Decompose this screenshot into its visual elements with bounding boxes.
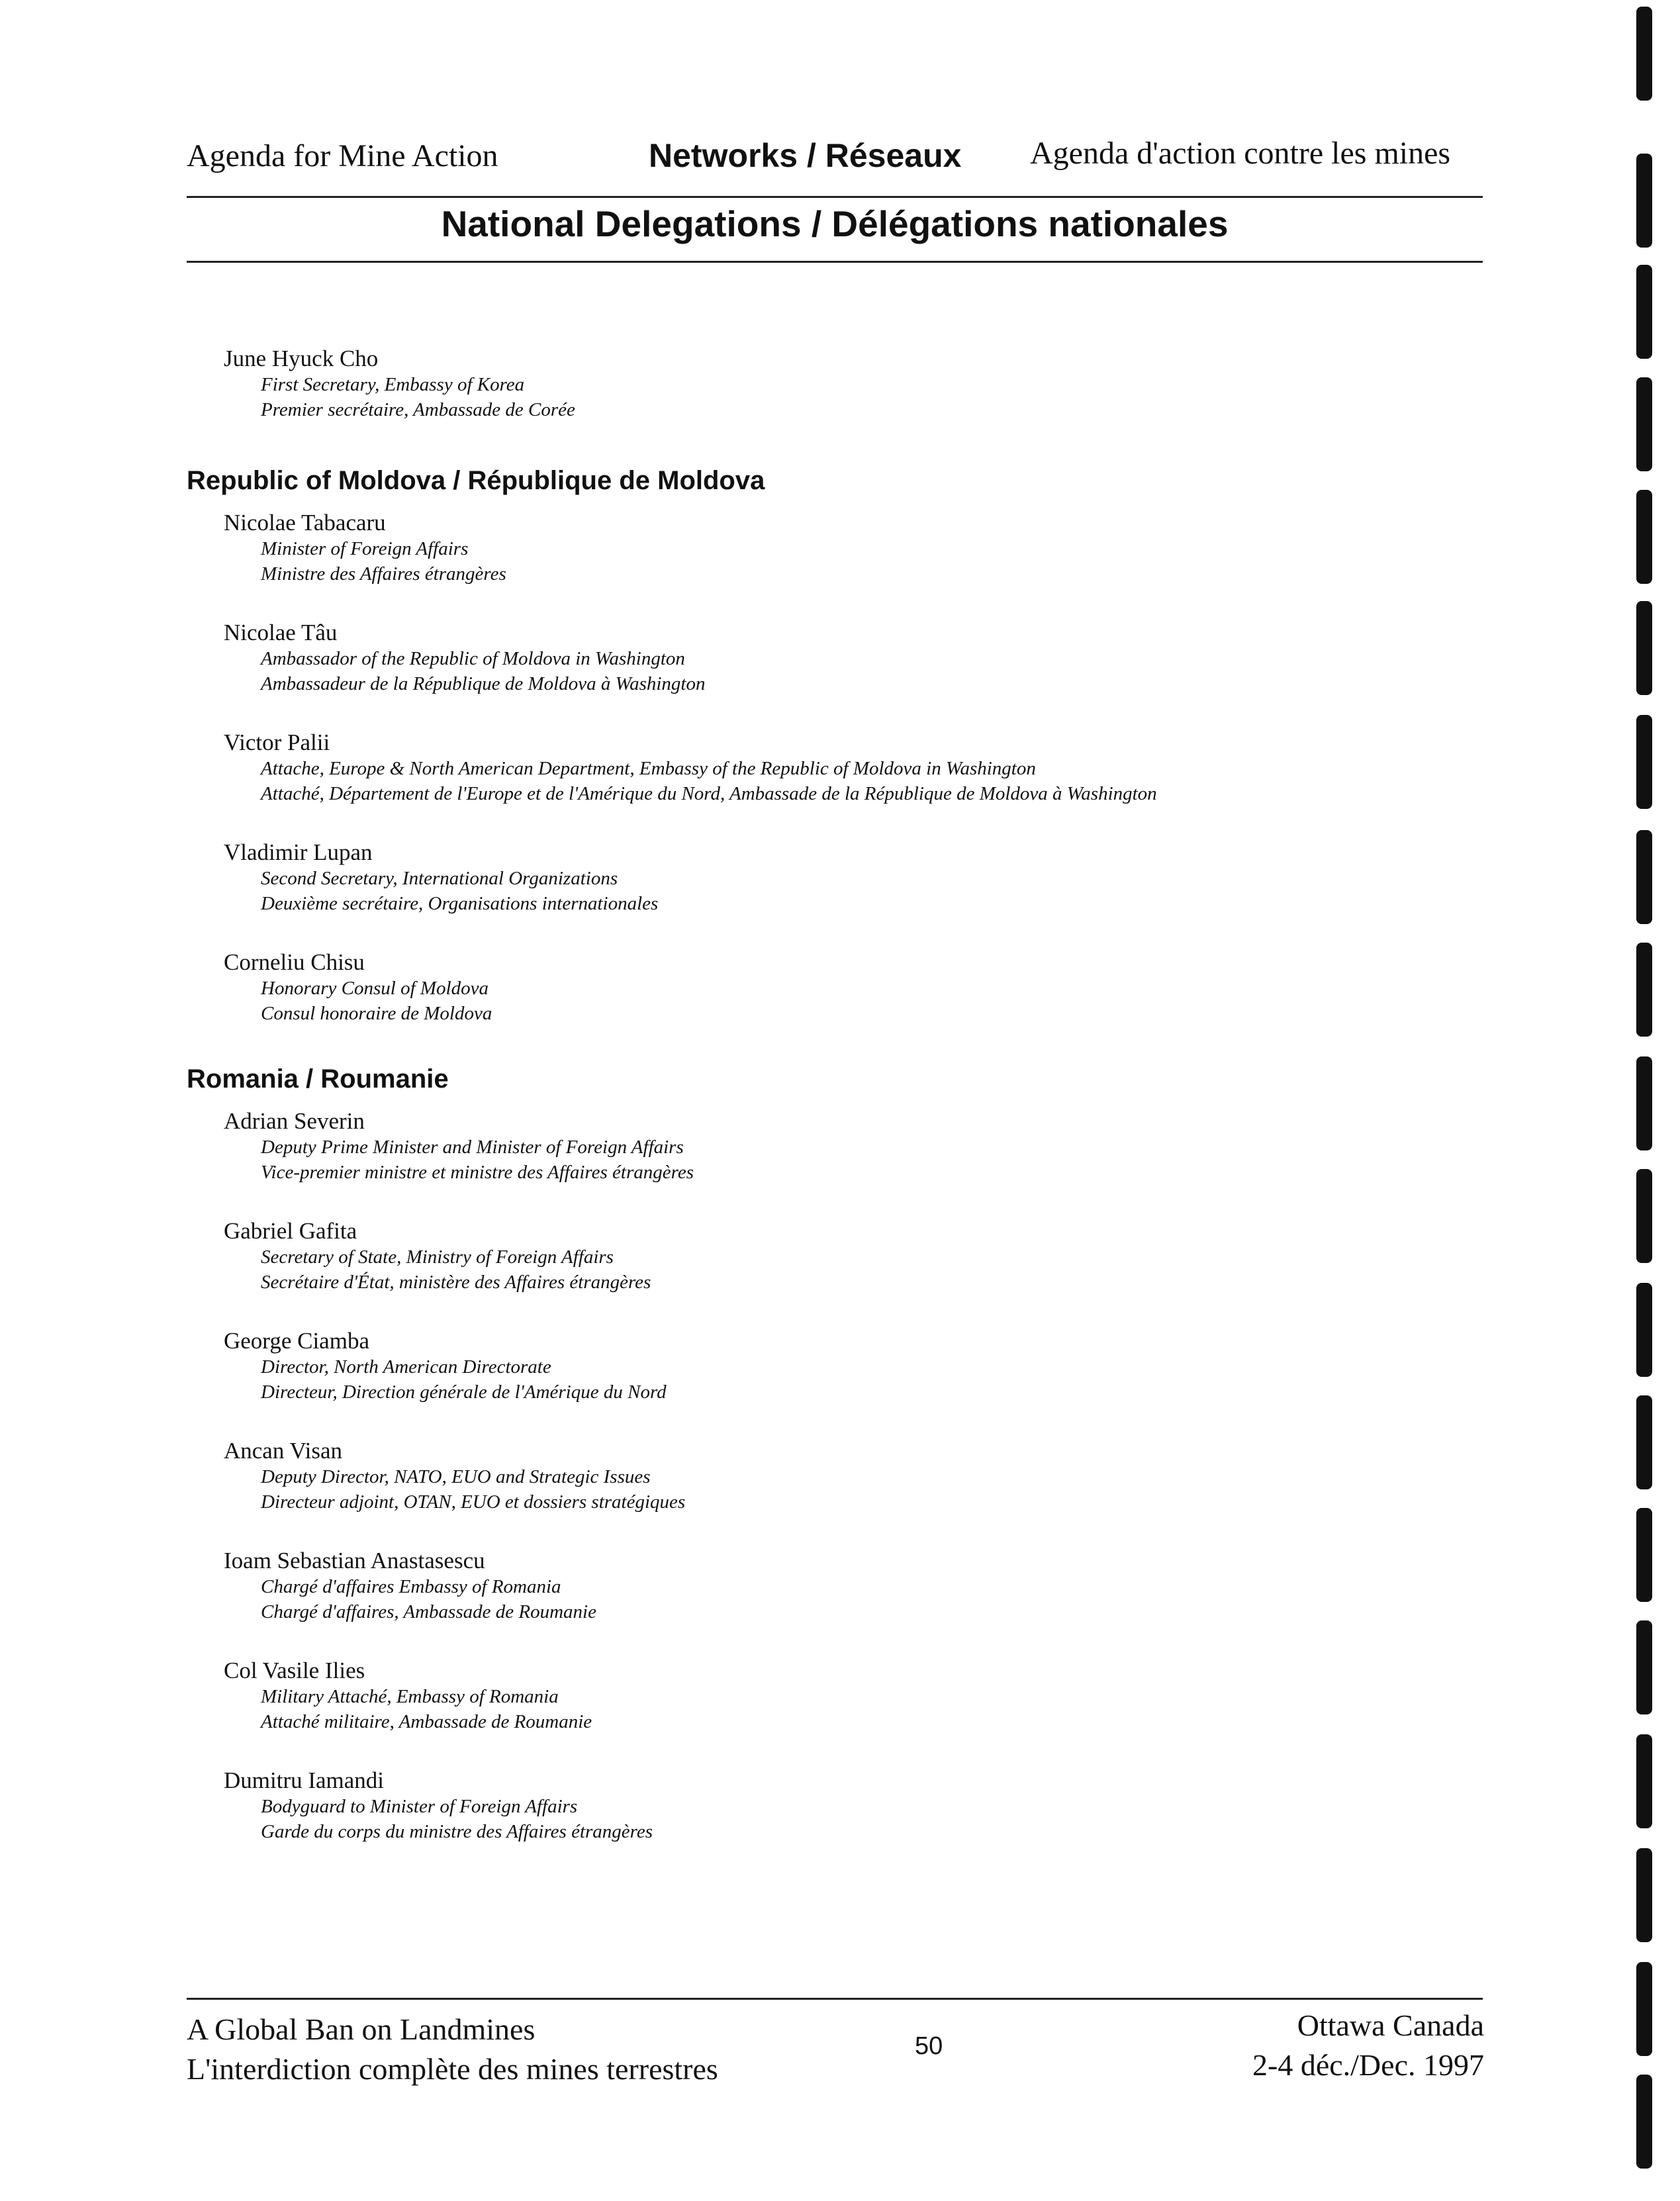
delegate-entry (224, 1438, 1471, 1515)
delegate-name: Ioam Sebastian Anastasescu (224, 1548, 485, 1573)
delegate-role-fr: Directeur, Direction générale de l'Amérique du Nord (261, 1381, 667, 1403)
delegate-role-en: Secretary of State, Ministry of Foreign Affairs (261, 1246, 614, 1268)
binding-hole (1636, 265, 1652, 359)
footer-right (1252, 2006, 1484, 2085)
footer-right-line1: Ottawa Canada (1297, 2008, 1484, 2042)
binding-hole (1636, 943, 1652, 1037)
section-romania (187, 1063, 1471, 1844)
delegate-role-en: Ambassador of the Republic of Moldova in Washington (261, 648, 685, 669)
binding-hole (1636, 1962, 1652, 2056)
delegate-name: Corneliu Chisu (224, 949, 365, 975)
delegate-entry (224, 346, 1471, 422)
footer-left (187, 2010, 718, 2089)
delegate-entry (224, 729, 1471, 806)
delegate-role-fr: Attaché militaire, Ambassade de Roumanie (261, 1711, 592, 1732)
delegate-entry (224, 839, 1471, 916)
delegate-name: Nicolae Tabacaru (224, 510, 386, 536)
delegate-role-en: Deputy Director, NATO, EUO and Strategic Issues (261, 1466, 651, 1487)
delegate-entry (224, 1218, 1471, 1295)
delegate-role-en: Second Secretary, International Organizations (261, 868, 618, 889)
delegate-name: George Ciamba (224, 1328, 369, 1354)
footer-right-line2: 2-4 déc./Dec. 1997 (1252, 2048, 1484, 2082)
binding-hole (1636, 377, 1652, 471)
binding-hole (1636, 1848, 1652, 1942)
delegate-role-en: Attache, Europe & North American Department, Embassy of the Republic of Moldova in Washington (261, 758, 1036, 779)
delegate-entry (224, 1108, 1471, 1185)
running-header-center: Networks / Réseaux (649, 137, 962, 174)
delegate-entry (224, 510, 1471, 586)
delegate-role-fr: Ministre des Affaires étrangères (261, 563, 506, 585)
page-title: National Delegations / Délégations nationales (441, 203, 1229, 244)
binding-hole (1636, 1169, 1652, 1263)
section-heading: Romania / Roumanie (187, 1064, 449, 1094)
delegate-role-en: Honorary Consul of Moldova (261, 978, 489, 999)
delegate-role-fr: Chargé d'affaires, Ambassade de Roumanie (261, 1601, 596, 1622)
running-header-right: Agenda d'action contre les mines (1030, 136, 1451, 171)
delegate-role-fr: Directeur adjoint, OTAN, EUO et dossiers stratégiques (261, 1491, 686, 1513)
footer-left-line2: L'interdiction complète des mines terrestres (187, 2052, 718, 2086)
delegate-role-fr: Consul honoraire de Moldova (261, 1003, 492, 1024)
delegate-role-fr: Garde du corps du ministre des Affaires étrangères (261, 1821, 653, 1842)
delegate-role-en: Bodyguard to Minister of Foreign Affairs (261, 1796, 578, 1817)
delegate-name: Dumitru Iamandi (224, 1767, 385, 1793)
binding-hole (1636, 1620, 1652, 1714)
delegate-role-fr: Vice-premier ministre et ministre des Affaires étrangères (261, 1162, 694, 1183)
delegate-name: Adrian Severin (224, 1108, 365, 1134)
delegate-name: Ancan Visan (224, 1438, 343, 1464)
delegate-role-fr: Deuxième secrétaire, Organisations internationales (261, 893, 659, 914)
delegate-role-fr: Attaché, Département de l'Europe et de l'Amérique du Nord, Ambassade de la République de Moldova à Washington (261, 783, 1157, 804)
binding-hole (1636, 7, 1652, 101)
header-rule-bottom (187, 261, 1483, 263)
binding-hole (1636, 154, 1652, 248)
delegate-role-en: Military Attaché, Embassy of Romania (261, 1686, 559, 1707)
delegate-entry (224, 1767, 1471, 1844)
delegate-name: Gabriel Gafita (224, 1218, 357, 1244)
binding-hole (1636, 490, 1652, 584)
delegate-entry (224, 620, 1471, 696)
delegate-entry (224, 1658, 1471, 1734)
delegate-entry (224, 1328, 1471, 1405)
delegate-role-fr: Ambassadeur de la République de Moldova à Washington (261, 673, 706, 694)
header-rule-top (187, 196, 1483, 198)
delegate-role-en: Chargé d'affaires Embassy of Romania (261, 1576, 561, 1597)
binding-strip (1622, 0, 1680, 2201)
footer-left-line1: A Global Ban on Landmines (187, 2012, 536, 2046)
running-header-left: Agenda for Mine Action (187, 138, 498, 173)
binding-hole (1636, 2075, 1652, 2169)
footer-rule (187, 1998, 1483, 2000)
binding-hole (1636, 1395, 1652, 1489)
delegate-role-en: Minister of Foreign Affairs (261, 538, 469, 559)
delegate-name: June Hyuck Cho (224, 346, 379, 371)
delegate-role-fr: Secrétaire d'État, ministère des Affaires étrangères (261, 1272, 651, 1293)
delegate-name: Nicolae Tâu (224, 620, 338, 645)
delegate-entry (224, 1548, 1471, 1624)
binding-hole (1636, 830, 1652, 924)
section-heading: Republic of Moldova / République de Moldova (187, 466, 765, 495)
delegate-role-en: Director, North American Directorate (261, 1356, 551, 1378)
delegate-name: Col Vasile Ilies (224, 1658, 365, 1683)
binding-hole (1636, 1283, 1652, 1377)
delegate-name: Victor Palii (224, 729, 330, 755)
binding-hole (1636, 1056, 1652, 1150)
binding-hole (1636, 601, 1652, 695)
section-moldova (187, 465, 1471, 1026)
binding-hole (1636, 1734, 1652, 1828)
delegate-entry (224, 949, 1471, 1026)
delegate-role-en: First Secretary, Embassy of Korea (261, 374, 525, 395)
delegate-role-fr: Premier secrétaire, Ambassade de Corée (261, 399, 575, 420)
intro-entry (187, 346, 1471, 422)
delegate-role-en: Deputy Prime Minister and Minister of Foreign Affairs (261, 1137, 684, 1158)
delegate-name: Vladimir Lupan (224, 839, 373, 865)
binding-hole (1636, 715, 1652, 809)
binding-hole (1636, 1508, 1652, 1602)
page-number: 50 (915, 2032, 943, 2060)
